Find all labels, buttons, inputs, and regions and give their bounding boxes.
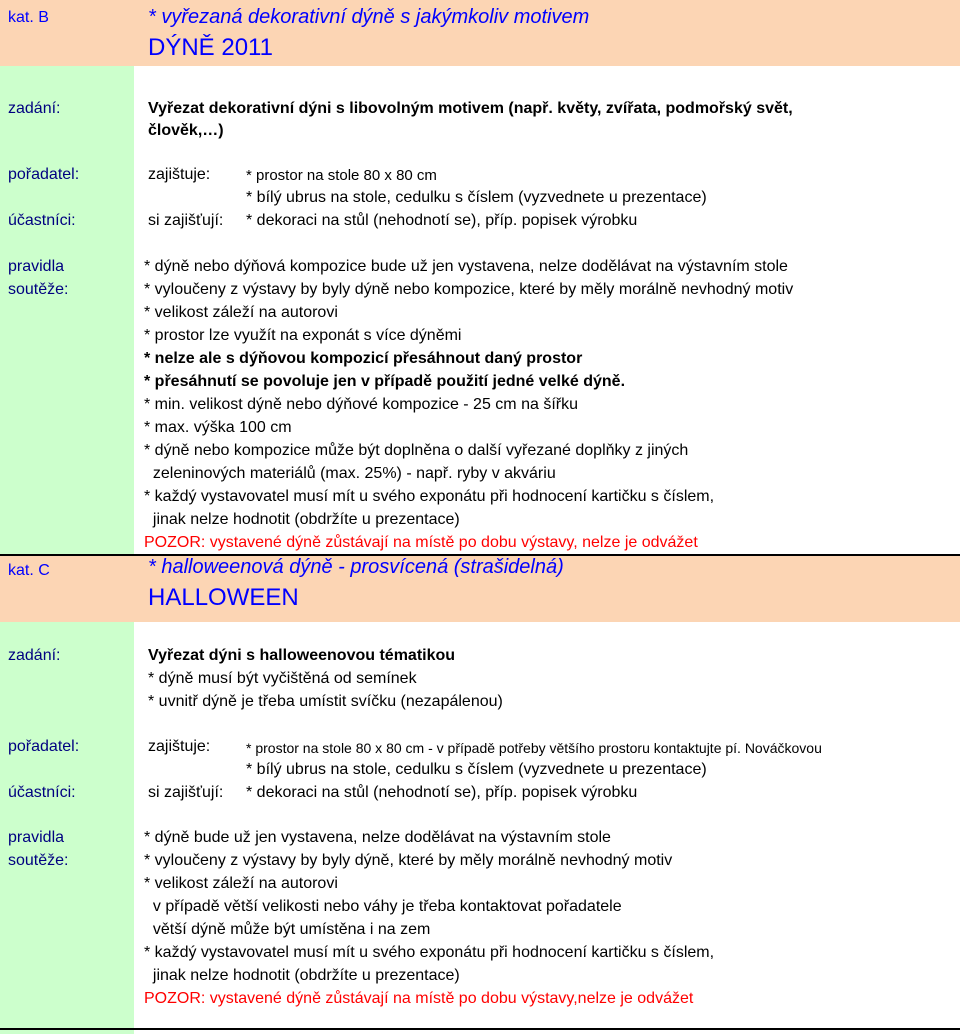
rule-b-7: * min. velikost dýně nebo dýňové kompozice - 25 cm na šířku — [144, 396, 578, 413]
zadani-line-c-3: * uvnitř dýně je třeba umístit svíčku (nezapálenou) — [148, 693, 503, 710]
warning-c: POZOR: vystavené dýně zůstávají na místě po dobu výstavy,nelze je odvážet — [144, 990, 694, 1007]
rule-c-1: * dýně bude už jen vystavena, nelze dodělávat na výstavním stole — [144, 829, 611, 846]
rule-c-6: * každý vystavovatel musí mít u svého exponátu při hodnocení kartičku s číslem, — [144, 944, 715, 961]
pravidla-label-c: pravidla — [8, 829, 65, 846]
sizajistuji-label-c: si zajišťují: — [148, 784, 224, 801]
souteze-label-c: soutěže: — [8, 852, 69, 869]
pravidla-label-b: pravidla — [8, 258, 65, 275]
category-title-c: HALLOWEEN — [148, 584, 299, 611]
category-label-c: kat. C — [8, 562, 50, 579]
zajistuje-line-b-2: * bílý ubrus na stole, cedulku s číslem (vyzvednete u prezentace) — [246, 189, 707, 206]
rule-b-2: * vyloučeny z výstavy by byly dýně nebo kompozice, které by měly morálně nevhodný motiv — [144, 281, 794, 298]
rule-b-8: * max. výška 100 cm — [144, 419, 292, 436]
zadani-label-c: zadání: — [8, 647, 61, 664]
rule-c-5: větší dýně může být umístěna i na zem — [144, 921, 431, 938]
rule-b-6: * přesáhnutí se povoluje jen v případě použití jedné velké dýně. — [144, 373, 626, 390]
sizajistuji-text-c: * dekoraci na stůl (nehodnotí se), příp. popisek výrobku — [246, 784, 638, 801]
category-label-b: kat. B — [8, 9, 49, 26]
rule-c-7: jinak nelze hodnotit (obdržíte u prezentace) — [144, 967, 460, 984]
zadani-label-b: zadání: — [8, 100, 61, 117]
rule-b-5: * nelze ale s dýňovou kompozicí přesáhnout daný prostor — [144, 350, 583, 367]
bottom-divider — [0, 1028, 960, 1030]
zadani-line-b-1: Vyřezat dekorativní dýni s libovolným motivem (např. květy, zvířata, podmořský svět, — [148, 100, 793, 117]
category-title-b: DÝNĚ 2011 — [148, 34, 273, 61]
rule-b-3: * velikost záleží na autorovi — [144, 304, 338, 321]
ucastnici-label-b: účastníci: — [8, 212, 76, 229]
zajistuje-line-c-1: * prostor na stole 80 x 80 cm - v případě potřeby většího prostoru kontaktujte pí. Nováčkovou — [246, 740, 822, 756]
zadani-line-c-2: * dýně musí být vyčištěná od semínek — [148, 670, 417, 687]
rule-b-1: * dýně nebo dýňová kompozice bude už jen vystavena, nelze dodělávat na výstavním stole — [144, 258, 788, 275]
rule-b-10: zeleninových materiálů (max. 25%) - např. ryby v akváriu — [144, 465, 556, 482]
zajistuje-line-c-2: * bílý ubrus na stole, cedulku s číslem (vyzvednete u prezentace) — [246, 761, 707, 778]
rule-b-9: * dýně nebo kompozice může být doplněna o další vyřezané doplňky z jiných — [144, 442, 689, 459]
sizajistuji-text-b: * dekoraci na stůl (nehodnotí se), příp. popisek výrobku — [246, 212, 638, 229]
warning-b: POZOR: vystavené dýně zůstávají na místě po dobu výstavy, nelze je odvážet — [144, 534, 698, 551]
rule-b-4: * prostor lze využít na exponát s více dýněmi — [144, 327, 462, 344]
zajistuje-line-b-1: * prostor na stole 80 x 80 cm — [246, 167, 437, 184]
zadani-line-c-1: Vyřezat dýni s halloweenovou tématikou — [148, 647, 456, 664]
poradatel-label-c: pořadatel: — [8, 738, 80, 755]
rule-c-2: * vyloučeny z výstavy by byly dýně, které by měly morálně nevhodný motiv — [144, 852, 673, 869]
rule-c-4: v případě větší velikosti nebo váhy je třeba kontaktovat pořadatele — [144, 898, 622, 915]
category-subtitle-b: * vyřezaná dekorativní dýně s jakýmkoliv motivem — [148, 6, 590, 28]
zajistuje-label-c: zajištuje: — [148, 738, 211, 755]
rule-b-12: jinak nelze hodnotit (obdržíte u prezentace) — [144, 511, 460, 528]
ucastnici-label-c: účastníci: — [8, 784, 76, 801]
poradatel-label-b: pořadatel: — [8, 166, 80, 183]
zadani-line-b-2: člověk,…) — [148, 122, 224, 139]
zajistuje-label-b: zajištuje: — [148, 166, 211, 183]
sizajistuji-label-b: si zajišťují: — [148, 212, 224, 229]
label-column-b — [0, 0, 134, 554]
rule-c-3: * velikost záleží na autorovi — [144, 875, 338, 892]
rule-b-11: * každý vystavovatel musí mít u svého exponátu při hodnocení kartičku s číslem, — [144, 488, 715, 505]
category-subtitle-c: * halloweenová dýně - prosvícená (strašidelná) — [148, 556, 564, 578]
souteze-label-b: soutěže: — [8, 281, 69, 298]
